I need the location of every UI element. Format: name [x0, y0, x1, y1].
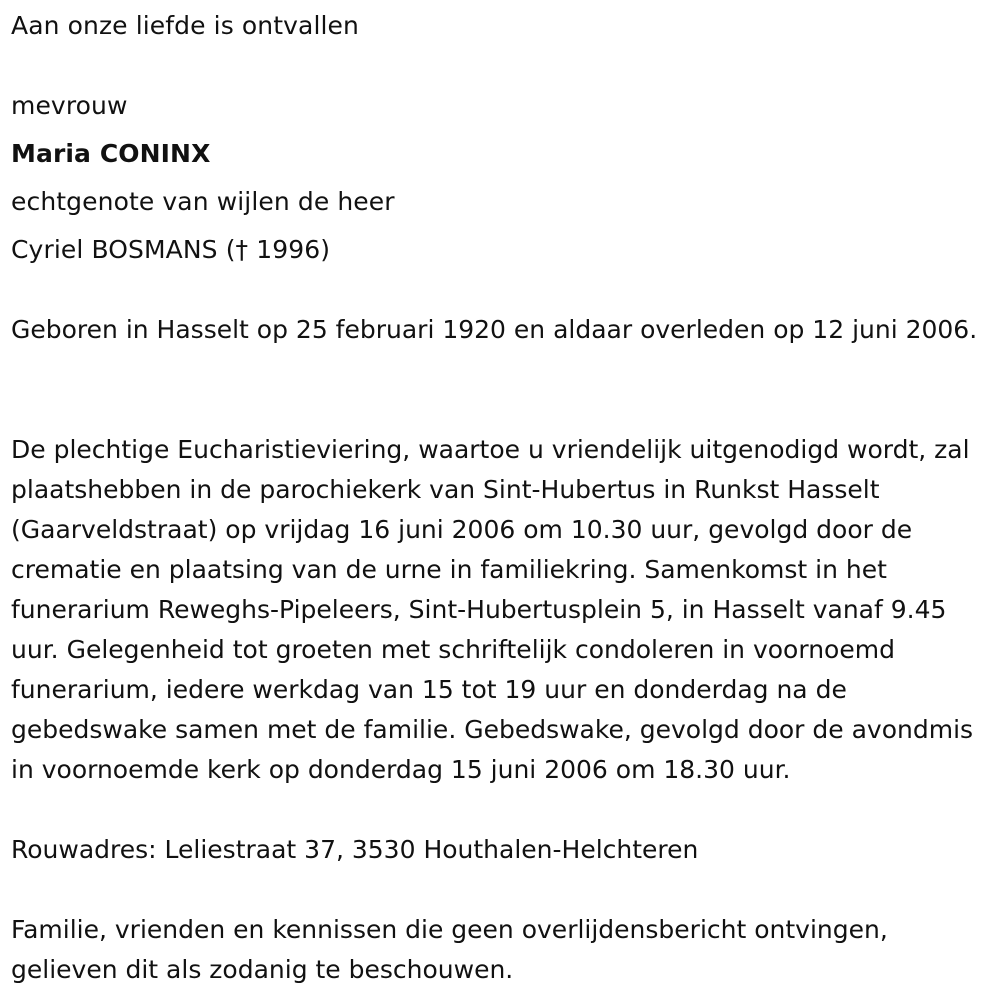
- birth-death-paragraph: Geboren in Hasselt op 25 februari 1920 en aldaar overleden op 12 juni 2006.: [11, 315, 978, 344]
- spouse-text: Cyriel BOSMANS († 1996): [11, 235, 331, 264]
- relation-text: echtgenote van wijlen de heer: [11, 187, 395, 216]
- intro-text: Aan onze liefde is ontvallen: [11, 11, 359, 40]
- deceased-name: Maria CONINX: [11, 139, 211, 168]
- salutation-text: mevrouw: [11, 91, 128, 120]
- ceremony-paragraph: De plechtige Eucharistieviering, waartoe u vriendelijk uitgenodigd wordt, zal plaatshebben in de parochiekerk van Sint-Hubertus in Runkst Hasselt (Gaarveldstraat) op vrijdag 16 juni 2006 om 10.30 uur, gevolgd door de crematie en plaatsing van de urne in familiekring. Samenkomst in het funerarium Reweghs-Pipeleers, Sint-Hubertusplein 5, in Hasselt vanaf 9.45 uur. Gelegenheid tot groeten met schriftelijk condoleren in voornoemd funerarium, iedere werkdag van 15 tot 19 uur en donderdag na de gebedswake samen met de familie. Gebedswake, gevolgd door de avondmis in voornoemde kerk op donderdag 15 juni 2006 om 18.30 uur.: [11, 435, 974, 784]
- address-paragraph: Rouwadres: Leliestraat 37, 3530 Houthalen-Helchteren: [11, 835, 699, 864]
- closing-paragraph: Familie, vrienden en kennissen die geen overlijdensbericht ontvingen, gelieven dit als zodanig te beschouwen.: [11, 915, 888, 984]
